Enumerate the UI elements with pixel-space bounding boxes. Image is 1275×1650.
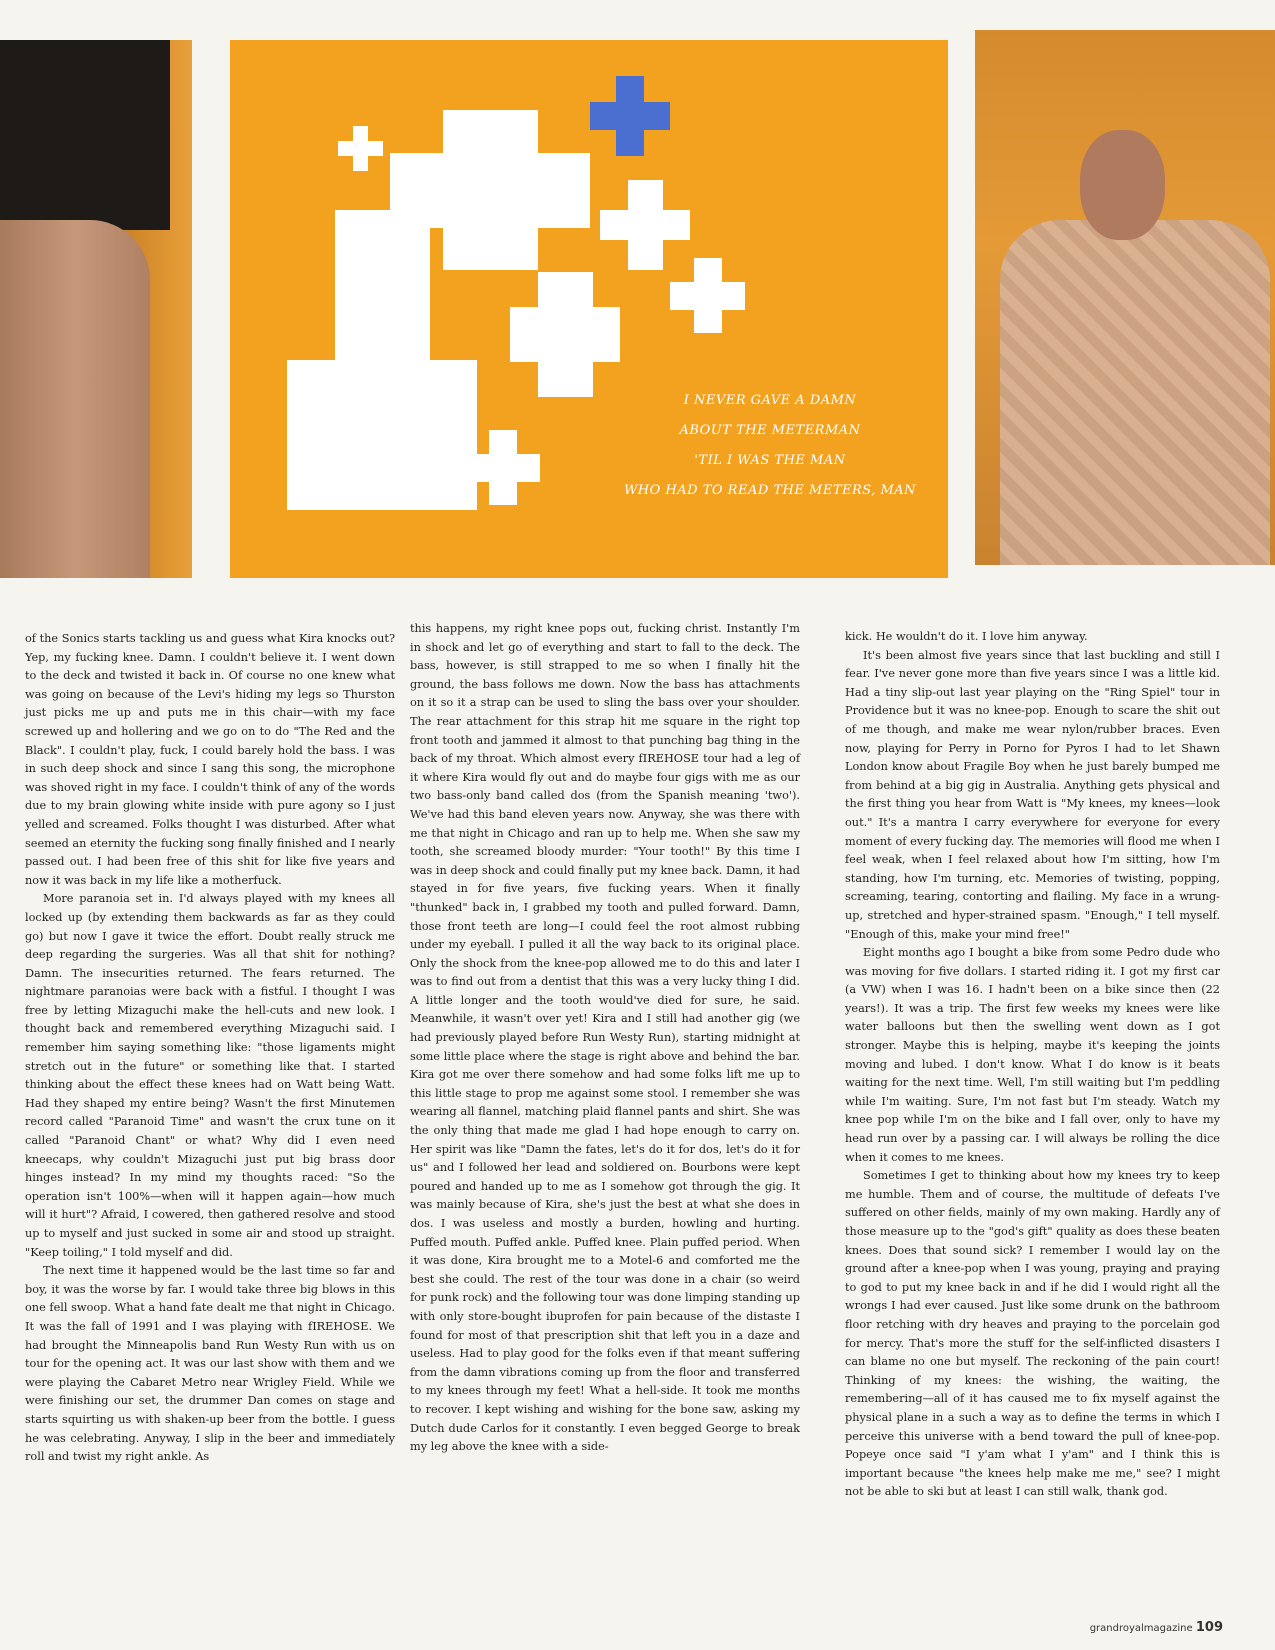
cross-shape [287,210,477,510]
cross-shape [338,126,383,171]
article-column-2 [410,620,800,1457]
paragraph: this happens, my right knee pops out, fucking christ. Instantly I'm in shock and let go of everything and start to fall to the deck. The bass, however, is still strapped to me so when I finally hit the ground, the bass follows me down. Now the bass has attachments on it so it a strap can be used to sling the bass over your shoulder. The rear attachment for this strap hit me square in the right top front tooth and jammed it almost to that punching bag thing in the back of my throat. Which almost every fIREHOSE tour had a leg of it where Kira would fly out and do maybe four gigs with me as our two bass-only band called dos (from the Spanish meaning 'two'). We've had this band eleven years now. Anyway, she was there with me that night in Chicago and ran up to help me. When she saw my tooth, she screamed bloody murder: "Your tooth!" By this time I was in deep shock and could finally put my knee back. Damn, it had stayed in for five years, five fucking years. When it finally "thunked" back in, I grabbed my tooth and pulled forward. Damn, those front teeth are long—I could feel the root almost rubbing under my eyeball. I pulled it all the way back to its original place. Only the shock from the knee-pop allowed me to do this and later I was to find out from a dentist that this was a very lucky thing I did. A little longer and the tooth would've died for sure, he said. Meanwhile, it wasn't over yet! Kira and I still had another gig (we had previously played before Run Westy Run), starting midnight at some little place where the stage is right above and behind the bar. Kira got me over there somehow and had some folks lift me up to this little stage to prop me against some stool. I remember she was wearing all flannel, matching plaid flannel pants and shirt. She was the only thing that made me glad I had hope enough to carry on. Her spirit was like "Damn the fates, let's do it for dos, let's do it for us" and I followed her lead and soldiered on. Bourbons were kept poured and handed up to me as I somehow got through the gig. It was mainly because of Kira, she's just the best at what she does in dos. I was useless and mostly a burden, howling and hurting. Puffed mouth. Puffed ankle. Puffed knee. Plain puffed period. When it was done, Kira brought me to a Motel-6 and comforted me the best she could. The rest of the tour was done in a chair (so weird for punk rock) and the following tour was done limping standing up with only store-bought ibuprofen for pain because of the distaste I found for most of that prescription shit that left you in a daze and useless. Had to play good for the folks even if that meant suffering from the damn vibrations coming up from the floor and transferred to my knees through my feet! What a hell-side. It took me months to recover. I kept wishing and wishing for the bone saw, asking my Dutch dude Carlos for it constantly. I even begged George to break my leg above the knee with a side- [410,622,800,1454]
paragraph: The next time it happened would be the last time so far and boy, it was the worse by far. I would take three big blows in this one fell swoop. What a hand fate dealt me that night in Chicago. It was the fall of 1991 and I was playing with fIREHOSE. We had brought the Minneapolis band Run Westy Run with us on tour for the opening act. It was our last show with them and we were playing the Cabaret Metro near Wrigley Field. While we were finishing our set, the drummer Dan comes on stage and starts squirting us with shaken-up beer from the bottle. I guess he was celebrating. Anyway, I slip in the beer and immediately roll and twist my right ankle. As [25,1264,395,1464]
cross-shape [465,430,540,505]
paragraph: More paranoia set in. I'd always played with my knees all locked up (by extending them backwards as far as they could go) but now I gave it twice the effort. Doubt really struck me deep regarding the surgeries. Was all that shit for nothing? Damn. The insecurities returned. The fears returned. The nightmare paranoias were back with a fistful. I thought I was free by letting Mizaguchi make the hell-cuts and new look. I thought back and remembered everything Mizaguchi said. I remember him saying something like: "those ligaments might stretch out in the future" or something like that. I started thinking about the effect these knees had on Watt being Watt. Had they shaped my entire being? Wasn't the first Minutemen record called "Paranoid Time" and wasn't the crux tune on it called "Paranoid Chant" or what? Why did I even need kneecaps, why couldn't Mizaguchi just put big brass door hinges instead? In my mind my thoughts raced: "So the operation isn't 100%—when will it happen again—how much will it hurt"? Afraid, I cowered, then gathered resolve and stood up to myself and just sucked in some air and stood up straight. "Keep toiling," I told myself and did. [25,892,395,1259]
man-body-shape [1000,220,1270,565]
pull-quote-line: ABOUT THE METERMAN [679,423,861,438]
pull-quote-line: 'TIL I WAS THE MAN [694,453,846,468]
paragraph: It's been almost five years since that last buckling and still I fear. I've never gone more than five years since I was a little kid. Had a tiny slip-out last year playing on the "Ring Spiel" tour in Providence but it was no knee-pop. Enough to scare the shit out of me though, and make me wear nylon/rubber braces. Even now, playing for Perry in Porno for Pyros I had to let Shawn London know about Fragile Boy when he just barely bumped me from behind at a big gig in Australia. Anything gets physical and the first thing you hear from Watt is "My knees, my knees—look out." It's a mantra I carry everywhere for everyone for every moment of every fucking day. The memories will flood me when I feel weak, when I feel relaxed about how I'm sitting, how I'm standing, how I'm turning, etc. Memories of twisting, popping, screaming, tearing, contorting and flailing. My face in a wrung-up, stretched and hyper-strained spasm. "Enough," I tell myself. "Enough of this, make your mind free!" [845,648,1220,941]
article-column-3 [845,628,1220,1502]
pull-quote-line: I NEVER GAVE A DAMN [683,393,857,408]
left-photo [0,40,192,578]
paragraph: Sometimes I get to thinking about how my knees try to keep me humble. Them and of course, the multitude of defeats I've suffered on other fields, mainly of my own making. Hardly any of those measure up to the "god's gift" quality as does these beaten knees. Does that sound sick? I remember I would lay on the ground after a knee-pop when I was young, praying and praying to god to put my knee back in and if he did I would right all the wrongs I had ever caused. Just like some drunk on the bathroom floor retching with dry heaves and praying to the porcelain god for mercy. That's more the stuff for the self-inflicted disasters I can blame no one but myself. The reckoning of the pain court! Thinking of my knees: the wishing, the waiting, the remembering—all of it has caused me to fix myself against the physical plane in a such a way as to define the terms in which I perceive this universe with a bend toward the pull of knee-pop. Popeye once said "I y'am what I y'am" and I think this is important because "the knees help make me me," see? I might not be able to ski but at least I can still walk, thank god. [845,1169,1220,1499]
magazine-name: grandroyalmagazine [1089,1623,1193,1634]
orange-cross-panel [230,40,948,578]
page-folio [1090,1620,1223,1635]
article-column-1 [25,630,395,1467]
pull-quote-line: WHO HAD TO READ THE METERS, MAN [623,483,917,498]
cross-shape [670,258,745,333]
cross-shape [600,180,690,270]
man-head-shape [1080,130,1165,240]
pull-quote [605,386,935,506]
cross-shape [590,76,670,156]
paragraph: kick. He wouldn't do it. I love him anyway. [845,630,1088,643]
shorts-shape [0,40,170,230]
paragraph: Eight months ago I bought a bike from some Pedro dude who was moving for five dollars. I started riding it. I got my first car (a VW) when I was 16. I hadn't been on a bike since then (22 years!). It was a trip. The first few weeks my knees were like water balloons but then the swelling went down as I got stronger. Maybe this is helping, maybe it's keeping the joints moving and lubed. I don't know. What I do know is it beats waiting for the next time. Well, I'm still waiting but I'm peddling while I'm waiting. Sure, I'm not fast but I'm steady. Watch my knee pop while I'm on the bike and I fall over, only to have my head run over by a passing car. I will always be rolling the dice when it comes to me knees. [845,946,1220,1164]
right-photo [975,30,1275,565]
paragraph: of the Sonics starts tackling us and guess what Kira knocks out? Yep, my fucking knee. Damn. I couldn't believe it. I went down to the deck and twisted it back in. Of course no one knew what was going on because of the Levi's hiding my legs so Thurston just picks me up and puts me in this chair—with my face screwed up and hollering and we go on to do "The Red and the Black". I couldn't play, fuck, I could barely hold the bass. I was in such deep shock and since I sang this song, the microphone was shoved right in my face. I couldn't think of any of the words due to my brain glowing white inside with pure agony so I just yelled and screamed. Folks thought I was disturbed. After what seemed an eternity the fucking song finally finished and I nearly passed out. I had been free of this shit for like five years and now it was back in my life like a motherfuck. [25,632,395,887]
page-number: 109 [1195,1620,1223,1635]
cross-shape [510,272,620,397]
knee-leg-shape [0,220,150,578]
